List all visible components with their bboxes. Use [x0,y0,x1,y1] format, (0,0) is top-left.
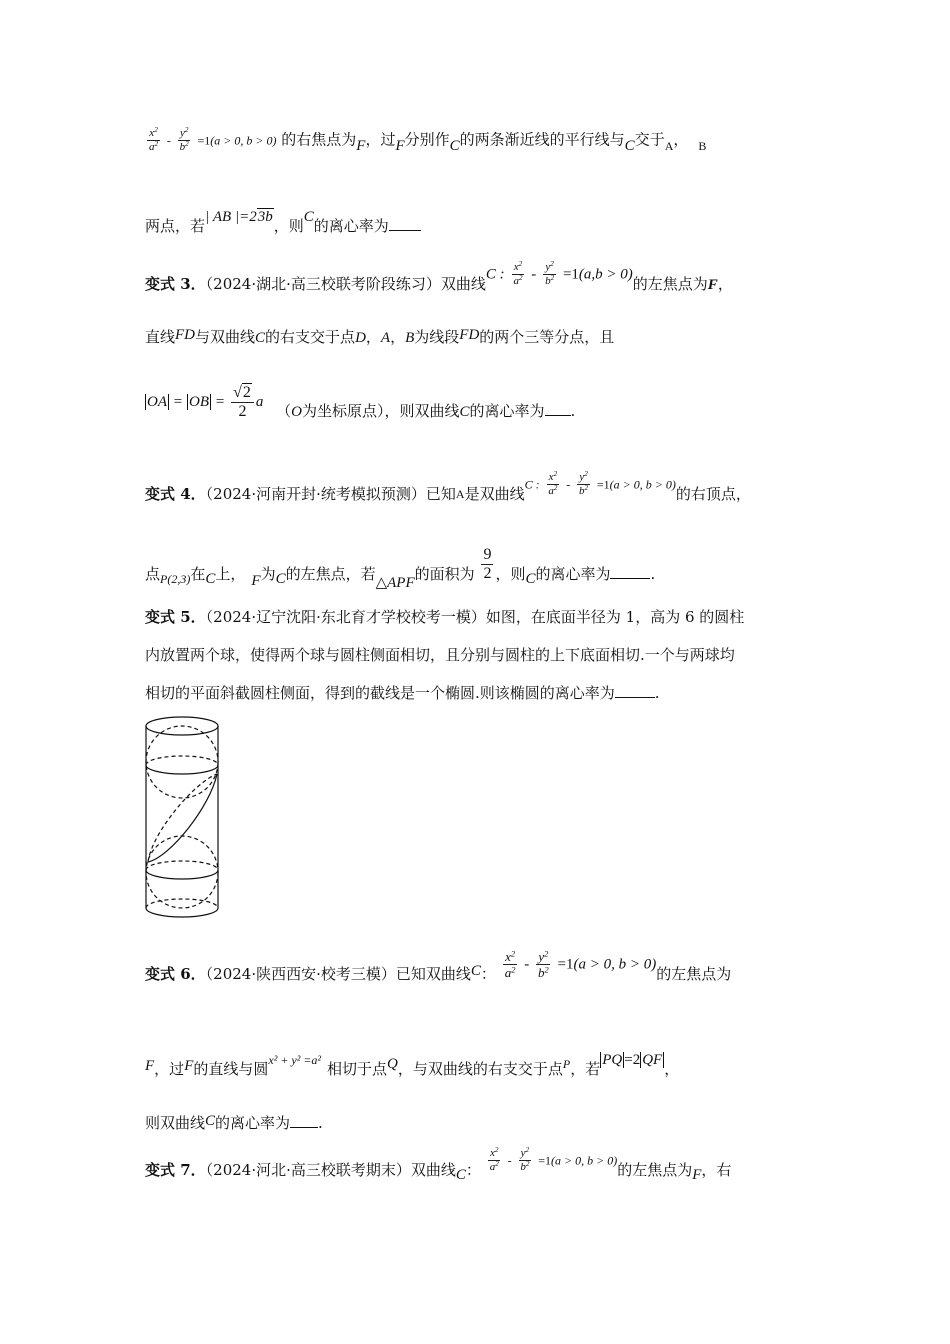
answer-blank[interactable] [545,400,571,416]
fraction-x2-a2: $\frac{x^2}{a^2}$ [149,126,159,153]
fraction-y2-b2: $\frac{y^2}{b^2}$ [179,126,189,153]
variant-6-line-3: 则双曲线C的离心率为 . [145,1113,323,1132]
variant-4-line-2: 点$_{P(2,3)}$在C上， F为C的左焦点，若△APF的面积为 $\frac{9}{2}$ ，则C的离心率为 . [145,546,656,591]
answer-blank[interactable] [615,682,655,698]
variant-4-line-1: 变式 4．（2024·河南开封·统考模拟预测）已知$_A$是双曲线C : $\frac{x^2}{a^2}$ - $\frac{y^2}{b^2}$ =1(a > 0, b > 0)的右顶点， [145,470,751,503]
answer-blank[interactable] [610,563,650,579]
variant-5-line-1: 变式 5．（2024·辽宁沈阳·东北育才学校校考一模）如图，在底面半径为 1，高为 6 的圆柱 [145,608,745,626]
problem-cont-line-1: $\frac{x^2}{a^2}$ - $\frac{y^2}{b^2}$ =1(a > 0, b > 0) 的右焦点为F，过F分别作C的两条渐近线的平行线与C交于$_A$， $_B$ [149,126,707,154]
variant-3-line-2: 直线FD与双曲线C的右支交于点D，A，B为线段FD的两个三等分点，且 [145,327,615,346]
variant-3-line-1: 变式 3．（2024·湖北·高三校联考阶段练习）双曲线C : $\frac{x^2}{a^2}$ - $\frac{y^2}{b^2}$ =1(a,b > 0)的左焦点为F， [145,260,733,293]
variant-5-line-3: 相切的平面斜截圆柱侧面，得到的截线是一个椭圆.则该椭圆的离心率为 . [145,684,660,702]
variant-7-line-1: 变式 7．（2024·河北·高三校联考期末）双曲线C： $\frac{x^2}{a^2}$ - $\frac{y^2}{b^2}$ =1(a > 0, b > 0)的左焦点为F，右 [145,1146,732,1183]
answer-blank[interactable] [389,215,421,231]
cylinder-spheres-figure [140,712,230,932]
variant-3-line-3: OA = OB = $\frac{√2}{2}$ a （O为坐标原点），则双曲线C的离心率为 . [147,384,576,420]
answer-blank[interactable] [290,1112,318,1128]
problem-cont-line-2: 两点，若| AB |=23b，则C的离心率为 [145,205,421,226]
variant-6-line-1: 变式 6．（2024·陕西西安·校考三模）已知双曲线C： $\frac{x^2}{a^2}$ - $\frac{y^2}{b^2}$ =1(a > 0, b > 0)的左焦点为 [145,948,732,983]
variant-5-line-2: 内放置两个球，使得两个球与圆柱侧面相切，且分别与圆柱的上下底面相切.一个与两球均 [145,646,735,664]
variant-6-line-2: F，过F的直线与圆x² + y² =a² 相切于点Q，与双曲线的右支交于点$_P$，若 PQ =2 QF ， [145,1052,680,1078]
